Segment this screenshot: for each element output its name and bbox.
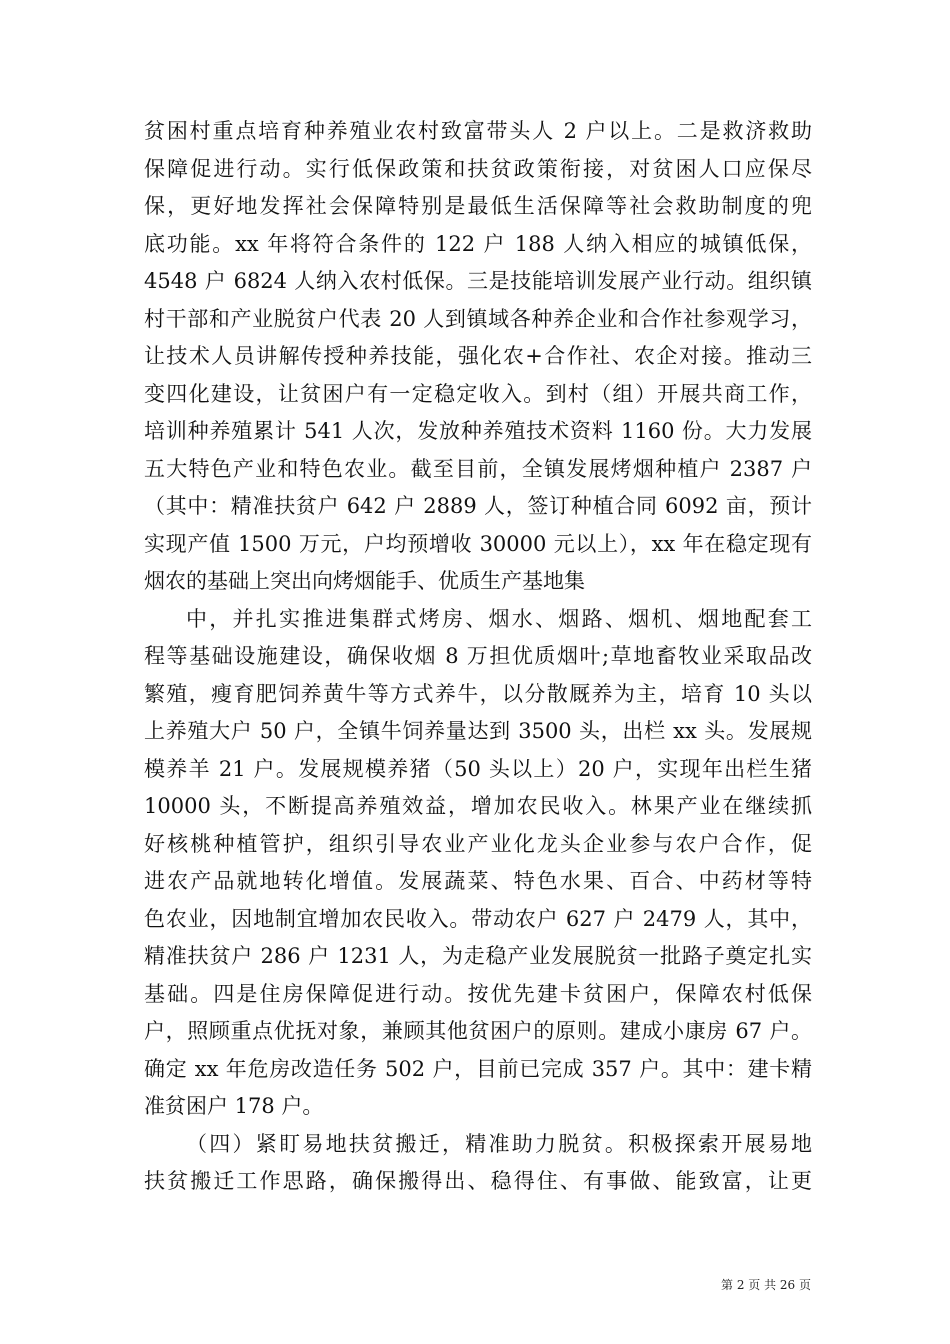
text-line: （其中：精准扶贫户 642 户 2889 人，签订种植合同 6092 亩，预计 (144, 494, 812, 518)
text-line: 保，更好地发挥社会保障特别是最低生活保障等社会救助制度的兜 (144, 194, 812, 218)
text-line: 培训种养殖累计 541 人次，发放种养殖技术资料 1160 份。大力发展 (144, 419, 812, 443)
text-line: 4548 户 6824 人纳入农村低保。三是技能培训发展产业行动。组织镇 (144, 269, 812, 293)
text-line: 准贫困户 178 户。 (144, 1094, 324, 1118)
text-line: 程等基础设施建设，确保收烟 8 万担优质烟叶;草地畜牧业采取品改 (144, 644, 812, 668)
page-number: 第 2 页 共 26 页 (721, 1278, 811, 1292)
text-line: 贫困村重点培育种养殖业农村致富带头人 2 户以上。二是救济救助 (144, 119, 812, 143)
text-line: 底功能。xx 年将符合条件的 122 户 188 人纳入相应的城镇低保， (144, 231, 812, 256)
text-line: 精准扶贫户 286 户 1231 人，为走稳产业发展脱贫一批路子奠定扎实 (144, 944, 812, 968)
text-line: 好核桃种植管护，组织引导农业产业化龙头企业参与农户合作，促 (144, 831, 812, 856)
text-line: 保障促进行动。实行低保政策和扶贫政策衔接，对贫困人口应保尽 (144, 156, 812, 181)
text-line: 变四化建设，让贫困户有一定稳定收入。到村（组）开展共商工作， (144, 381, 812, 406)
text-line: 中，并扎实推进集群式烤房、烟水、烟路、烟机、烟地配套工 (186, 606, 812, 631)
document-body (144, 113, 812, 1201)
text-line: （四）紧盯易地扶贫搬迁，精准助力脱贫。积极探索开展易地 (186, 1131, 812, 1156)
text-line: 进农产品就地转化增值。发展蔬菜、特色水果、百合、中药材等特 (144, 869, 812, 893)
text-line: 确定 xx 年危房改造任务 502 户，目前已完成 357 户。其中：建卡精 (144, 1056, 812, 1081)
text-line: 烟农的基础上突出向烤烟能手、优质生产基地集 (144, 569, 585, 593)
text-line: 上养殖大户 50 户，全镇牛饲养量达到 3500 头，出栏 xx 头。发展规 (144, 719, 812, 743)
text-line: 基础。四是住房保障促进行动。按优先建卡贫困户，保障农村低保 (144, 981, 812, 1006)
text-line: 模养羊 21 户。发展规模养猪（50 头以上）20 户，实现年出栏生猪 (144, 756, 812, 781)
text-line: 户，照顾重点优抚对象，兼顾其他贫困户的原则。建成小康房 67 户。 (144, 1019, 812, 1043)
text-line: 五大特色产业和特色农业。截至目前，全镇发展烤烟种植户 2387 户 (144, 456, 812, 481)
text-line: 让技术人员讲解传授种养技能，强化农+合作社、农企对接。推动三 (144, 344, 812, 368)
text-line: 繁殖，瘦育肥饲养黄牛等方式养牛，以分散厩养为主，培育 10 头以 (144, 681, 812, 706)
text-line: 色农业，因地制宜增加农民收入。带动农户 627 户 2479 人，其中， (144, 906, 812, 931)
text-line: 实现产值 1500 万元，户均预增收 30000 元以上），xx 年在稳定现有 (144, 531, 812, 556)
text-line: 村干部和产业脱贫户代表 20 人到镇域各种养企业和合作社参观学习， (144, 306, 812, 331)
text-line: 10000 头，不断提高养殖效益，增加农民收入。林果产业在继续抓 (144, 794, 812, 818)
text-line: 扶贫搬迁工作思路，确保搬得出、稳得住、有事做、能致富，让更 (144, 1169, 812, 1193)
